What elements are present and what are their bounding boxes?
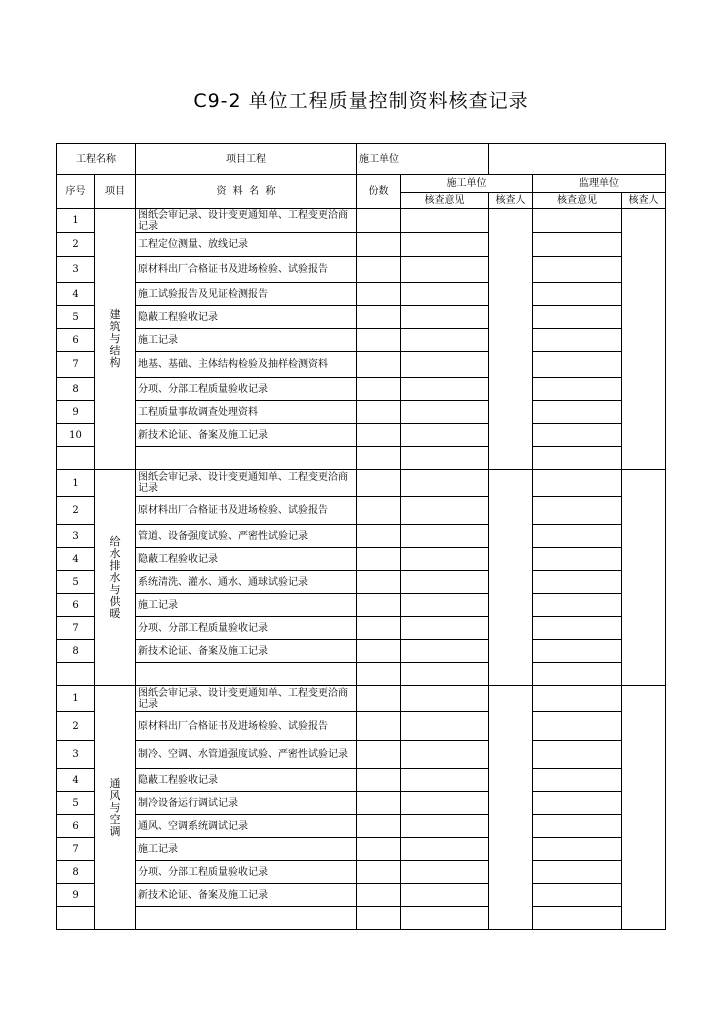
supervision-opinion-cell[interactable]: [533, 209, 622, 233]
table-row: [57, 741, 666, 769]
row-seq-number: 3: [57, 741, 95, 769]
material-name: 原材料出厂合格证书及进场检验、试验报告: [136, 712, 357, 741]
table-row: [57, 525, 666, 548]
copies-cell[interactable]: [357, 861, 401, 884]
construction-opinion-cell[interactable]: [401, 861, 489, 884]
construction-opinion-cell[interactable]: [401, 884, 489, 907]
copies-cell[interactable]: [357, 424, 401, 447]
table-row: [57, 594, 666, 617]
supervision-opinion-cell[interactable]: [533, 838, 622, 861]
copies-cell[interactable]: [357, 401, 401, 424]
construction-opinion-cell[interactable]: [401, 257, 489, 283]
section-category: [95, 470, 136, 686]
supervision-opinion-cell[interactable]: [533, 548, 622, 571]
material-name: 管道、设备强度试验、严密性试验记录: [136, 525, 357, 548]
material-name: 隐蔽工程验收记录: [136, 306, 357, 329]
construction-opinion-cell[interactable]: [401, 617, 489, 640]
copies-cell[interactable]: [357, 815, 401, 838]
table-row: [57, 838, 666, 861]
supervision-opinion-cell[interactable]: [533, 663, 622, 686]
copies-cell[interactable]: [357, 640, 401, 663]
construction-unit-group-header: 施工单位: [401, 175, 533, 193]
supervision-checker-header: 核查人: [622, 193, 666, 209]
copies-cell[interactable]: [357, 594, 401, 617]
table-row: [57, 378, 666, 401]
construction-opinion-cell[interactable]: [401, 594, 489, 617]
copies-cell[interactable]: [357, 769, 401, 792]
material-name: 施工记录: [136, 594, 357, 617]
construction-opinion-cell[interactable]: [401, 769, 489, 792]
table-row: [57, 792, 666, 815]
supervision-opinion-cell[interactable]: [533, 329, 622, 352]
supervision-opinion-cell[interactable]: [533, 401, 622, 424]
construction-opinion-cell[interactable]: [401, 352, 489, 378]
supervision-opinion-header: 核查意见: [533, 193, 622, 209]
supervision-opinion-cell[interactable]: [533, 497, 622, 525]
table-row: [57, 209, 666, 233]
table-row: [57, 470, 666, 497]
table-row: [57, 447, 666, 470]
table-row: [57, 283, 666, 306]
copies-cell[interactable]: [357, 283, 401, 306]
material-name: 新技术论证、备案及施工记录: [136, 884, 357, 907]
supervision-opinion-cell[interactable]: [533, 257, 622, 283]
construction-checker-cell[interactable]: [489, 209, 533, 470]
supervision-opinion-cell[interactable]: [533, 352, 622, 378]
table-row: [57, 884, 666, 907]
construction-checker-cell[interactable]: [489, 686, 533, 930]
row-seq-number: 10: [57, 424, 95, 447]
supervision-checker-cell[interactable]: [622, 209, 666, 470]
row-seq-number: 1: [57, 209, 95, 233]
row-seq-number: 5: [57, 792, 95, 815]
supervision-opinion-cell[interactable]: [533, 741, 622, 769]
construction-opinion-cell[interactable]: [401, 470, 489, 497]
construction-opinion-header: 核查意见: [401, 193, 489, 209]
row-seq-number: [57, 447, 95, 470]
row-seq-number: 6: [57, 594, 95, 617]
section-category: [95, 209, 136, 470]
copies-cell[interactable]: [357, 663, 401, 686]
table-row: [57, 306, 666, 329]
material-name: 原材料出厂合格证书及进场检验、试验报告: [136, 497, 357, 525]
copies-cell[interactable]: [357, 686, 401, 712]
col-material-header: 资 料 名 称: [136, 175, 357, 209]
copies-cell[interactable]: [357, 525, 401, 548]
material-name: 制冷设备运行调试记录: [136, 792, 357, 815]
table-row: [57, 424, 666, 447]
supervision-opinion-cell[interactable]: [533, 861, 622, 884]
table-row: [57, 712, 666, 741]
section-category-label: 通风与空调: [109, 776, 121, 838]
material-name: 新技术论证、备案及施工记录: [136, 640, 357, 663]
row-seq-number: 6: [57, 815, 95, 838]
material-name: [136, 447, 357, 470]
row-seq-number: 5: [57, 571, 95, 594]
material-name: 图纸会审记录、设计变更通知单、工程变更洽商记录: [136, 686, 357, 712]
page-title: C9-2 单位工程质量控制资料核查记录: [193, 90, 529, 112]
section-category-label: 建筑与结构: [109, 308, 121, 369]
copies-cell[interactable]: [357, 257, 401, 283]
table-row: [57, 548, 666, 571]
supervision-opinion-cell[interactable]: [533, 907, 622, 930]
copies-cell[interactable]: [357, 233, 401, 257]
supervision-opinion-cell[interactable]: [533, 792, 622, 815]
section-category: [95, 686, 136, 930]
material-name: 图纸会审记录、设计变更通知单、工程变更洽商记录: [136, 470, 357, 497]
construction-opinion-cell[interactable]: [401, 741, 489, 769]
supervision-opinion-cell[interactable]: [533, 233, 622, 257]
material-name: 系统清洗、灌水、通水、通球试验记录: [136, 571, 357, 594]
row-seq-number: 8: [57, 861, 95, 884]
material-name: 施工试验报告及见证检测报告: [136, 283, 357, 306]
construction-opinion-cell[interactable]: [401, 306, 489, 329]
copies-cell[interactable]: [357, 571, 401, 594]
supervision-checker-cell[interactable]: [622, 686, 666, 930]
supervision-opinion-cell[interactable]: [533, 594, 622, 617]
supervision-opinion-cell[interactable]: [533, 378, 622, 401]
table-row: [57, 497, 666, 525]
table-row: [57, 617, 666, 640]
construction-opinion-cell[interactable]: [401, 424, 489, 447]
material-name: 地基、基础、主体结构检验及抽样检测资料: [136, 352, 357, 378]
copies-cell[interactable]: [357, 712, 401, 741]
row-seq-number: 3: [57, 525, 95, 548]
copies-cell[interactable]: [357, 378, 401, 401]
copies-cell[interactable]: [357, 617, 401, 640]
material-name: 隐蔽工程验收记录: [136, 769, 357, 792]
supervision-checker-cell[interactable]: [622, 470, 666, 686]
copies-cell[interactable]: [357, 470, 401, 497]
table-row: [57, 233, 666, 257]
material-name: 分项、分部工程质量验收记录: [136, 617, 357, 640]
col-copies-header: 份数: [357, 175, 401, 209]
construction-unit-value[interactable]: [489, 144, 666, 175]
supervision-opinion-cell[interactable]: [533, 686, 622, 712]
header-row-columns: [57, 175, 666, 193]
construction-opinion-cell[interactable]: [401, 548, 489, 571]
material-name: 图纸会审记录、设计变更通知单、工程变更洽商记录: [136, 209, 357, 233]
construction-opinion-cell[interactable]: [401, 233, 489, 257]
row-seq-number: 3: [57, 257, 95, 283]
supervision-opinion-cell[interactable]: [533, 769, 622, 792]
row-seq-number: 4: [57, 548, 95, 571]
material-name: 施工记录: [136, 329, 357, 352]
table-row: [57, 329, 666, 352]
table-row: [57, 907, 666, 930]
supervision-opinion-cell[interactable]: [533, 571, 622, 594]
supervision-opinion-cell[interactable]: [533, 306, 622, 329]
construction-opinion-cell[interactable]: [401, 447, 489, 470]
construction-opinion-cell[interactable]: [401, 283, 489, 306]
construction-opinion-cell[interactable]: [401, 663, 489, 686]
copies-cell[interactable]: [357, 741, 401, 769]
material-name: 新技术论证、备案及施工记录: [136, 424, 357, 447]
copies-cell[interactable]: [357, 884, 401, 907]
table-row: [57, 769, 666, 792]
construction-unit-label: 施工单位: [357, 144, 489, 175]
row-seq-number: 1: [57, 470, 95, 497]
construction-opinion-cell[interactable]: [401, 792, 489, 815]
construction-checker-cell[interactable]: [489, 470, 533, 686]
material-name: 工程定位测量、放线记录: [136, 233, 357, 257]
construction-opinion-cell[interactable]: [401, 497, 489, 525]
supervision-opinion-cell[interactable]: [533, 447, 622, 470]
row-seq-number: 7: [57, 838, 95, 861]
header-row-project: [57, 144, 666, 175]
row-seq-number: 7: [57, 352, 95, 378]
table-row: [57, 663, 666, 686]
quality-record-table: [56, 143, 666, 930]
construction-opinion-cell[interactable]: [401, 815, 489, 838]
row-seq-number: 7: [57, 617, 95, 640]
row-seq-number: 2: [57, 497, 95, 525]
construction-opinion-cell[interactable]: [401, 571, 489, 594]
row-seq-number: 6: [57, 329, 95, 352]
row-seq-number: 8: [57, 378, 95, 401]
copies-cell[interactable]: [357, 306, 401, 329]
copies-cell[interactable]: [357, 838, 401, 861]
material-name: 施工记录: [136, 838, 357, 861]
material-name: [136, 907, 357, 930]
construction-checker-header: 核查人: [489, 193, 533, 209]
construction-opinion-cell[interactable]: [401, 907, 489, 930]
row-seq-number: 4: [57, 283, 95, 306]
copies-cell[interactable]: [357, 907, 401, 930]
material-name: 原材料出厂合格证书及进场检验、试验报告: [136, 257, 357, 283]
table-row: [57, 686, 666, 712]
table-row: [57, 640, 666, 663]
supervision-opinion-cell[interactable]: [533, 617, 622, 640]
table-row: [57, 352, 666, 378]
row-seq-number: [57, 907, 95, 930]
supervision-opinion-cell[interactable]: [533, 424, 622, 447]
copies-cell[interactable]: [357, 447, 401, 470]
col-seq-header: 序号: [57, 175, 95, 209]
row-seq-number: 1: [57, 686, 95, 712]
copies-cell[interactable]: [357, 792, 401, 815]
construction-opinion-cell[interactable]: [401, 686, 489, 712]
supervision-opinion-cell[interactable]: [533, 884, 622, 907]
construction-opinion-cell[interactable]: [401, 640, 489, 663]
construction-opinion-cell[interactable]: [401, 209, 489, 233]
row-seq-number: 8: [57, 640, 95, 663]
material-name: 工程质量事故调查处理资料: [136, 401, 357, 424]
supervision-opinion-cell[interactable]: [533, 525, 622, 548]
supervision-opinion-cell[interactable]: [533, 815, 622, 838]
row-seq-number: 2: [57, 233, 95, 257]
copies-cell[interactable]: [357, 209, 401, 233]
col-item-header: 项目: [95, 175, 136, 209]
supervision-opinion-cell[interactable]: [533, 283, 622, 306]
section-category-label: 给水排水与供暖: [109, 534, 121, 620]
material-name: 分项、分部工程质量验收记录: [136, 378, 357, 401]
copies-cell[interactable]: [357, 329, 401, 352]
material-name: 通风、空调系统调试记录: [136, 815, 357, 838]
construction-opinion-cell[interactable]: [401, 712, 489, 741]
table-row: [57, 571, 666, 594]
copies-cell[interactable]: [357, 548, 401, 571]
table-row: [57, 401, 666, 424]
copies-cell[interactable]: [357, 497, 401, 525]
material-name: 隐蔽工程验收记录: [136, 548, 357, 571]
supervision-opinion-cell[interactable]: [533, 470, 622, 497]
construction-opinion-cell[interactable]: [401, 838, 489, 861]
table-row: [57, 257, 666, 283]
project-name-value[interactable]: 项目工程: [136, 144, 357, 175]
row-seq-number: 2: [57, 712, 95, 741]
row-seq-number: 5: [57, 306, 95, 329]
material-name: 制冷、空调、水管道强度试验、严密性试验记录: [136, 741, 357, 769]
table-row: [57, 815, 666, 838]
construction-opinion-cell[interactable]: [401, 401, 489, 424]
material-name: [136, 663, 357, 686]
supervision-opinion-cell[interactable]: [533, 712, 622, 741]
supervision-unit-group-header: 监理单位: [533, 175, 666, 193]
row-seq-number: [57, 663, 95, 686]
table-row: [57, 861, 666, 884]
construction-opinion-cell[interactable]: [401, 329, 489, 352]
material-name: 分项、分部工程质量验收记录: [136, 861, 357, 884]
supervision-opinion-cell[interactable]: [533, 640, 622, 663]
row-seq-number: 9: [57, 401, 95, 424]
row-seq-number: 4: [57, 769, 95, 792]
construction-opinion-cell[interactable]: [401, 525, 489, 548]
row-seq-number: 9: [57, 884, 95, 907]
construction-opinion-cell[interactable]: [401, 378, 489, 401]
project-name-label: 工程名称: [57, 144, 136, 175]
copies-cell[interactable]: [357, 352, 401, 378]
